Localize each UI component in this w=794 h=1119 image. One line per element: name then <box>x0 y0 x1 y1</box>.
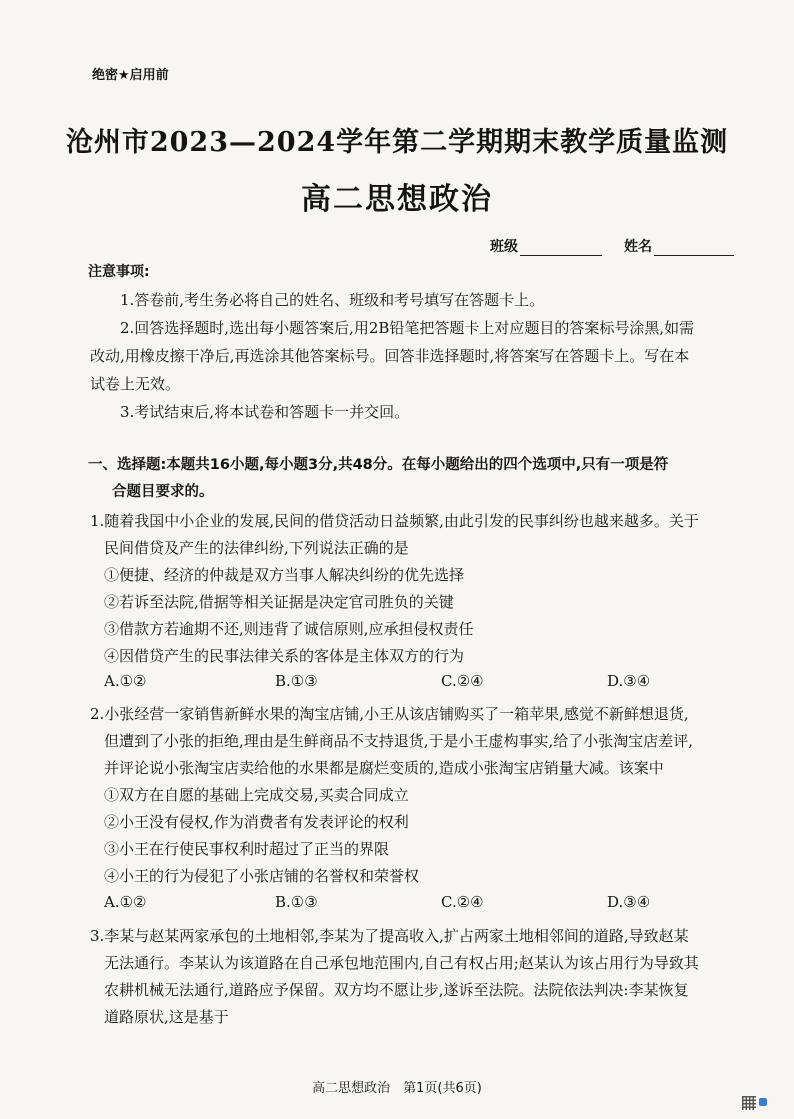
q1-option-c: C.②④ <box>441 672 484 690</box>
q1-statement-1: ①便捷、经济的仲裁是双方当事人解决纠纷的优先选择 <box>104 566 465 584</box>
q3-stem-line-1: 3.李某与赵某两家承包的土地相邻,李某为了提高收入,扩占两家土地相邻间的道路,导致赵某 <box>90 927 689 945</box>
q1-stem-line-2: 民间借贷及产生的法律纠纷,下列说法正确的是 <box>104 539 409 557</box>
student-info <box>490 236 734 256</box>
notice-item-2-line-1: 2.回答选择题时,选出每小题答案后,用2B铅笔把答题卡上对应题目的答案标号涂黑,如需 <box>120 319 695 337</box>
q2-stem-line-1: 2.小张经营一家销售新鲜水果的淘宝店铺,小王从该店铺购买了一箱苹果,感觉不新鲜想退货, <box>90 705 689 723</box>
q2-option-b: B.①③ <box>275 893 318 911</box>
q2-statement-1: ①双方在自愿的基础上完成交易,买卖合同成立 <box>104 786 409 804</box>
class-label: 班级 <box>490 239 518 255</box>
q2-option-c: C.②④ <box>441 893 484 911</box>
q2-statement-3: ③小王在行使民事权利时超过了正当的界限 <box>104 840 390 858</box>
watermark-logo-icon <box>759 1098 767 1106</box>
q1-statement-3: ③借款方若逾期不还,则违背了诚信原则,应承担侵权责任 <box>104 620 474 638</box>
notice-item-3: 3.考试结束后,将本试卷和答题卡一并交回。 <box>120 403 410 421</box>
section-heading-line-1: 一、选择题:本题共16小题,每小题3分,共48分。在每小题给出的四个选项中,只有一项是符 <box>88 457 669 473</box>
q1-statement-4: ④因借贷产生的民事法律关系的客体是主体双方的行为 <box>104 647 465 665</box>
q1-option-a: A.①② <box>104 672 147 690</box>
class-blank <box>520 241 602 256</box>
page-footer: 高二思想政治 第1页(共6页) <box>312 1081 482 1096</box>
notice-heading: 注意事项: <box>88 264 150 280</box>
q1-statement-2: ②若诉至法院,借据等相关证据是决定官司胜负的关键 <box>104 593 454 611</box>
notice-item-1: 1.答卷前,考生务必将自己的姓名、班级和考号填写在答题卡上。 <box>120 291 545 309</box>
notice-item-2-line-3: 试卷上无效。 <box>90 375 181 393</box>
q1-option-d: D.③④ <box>607 672 651 690</box>
q2-stem-line-3: 并评论说小张淘宝店卖给他的水果都是腐烂变质的,造成小张淘宝店销量大减。该案中 <box>104 759 664 777</box>
q2-statement-4: ④小王的行为侵犯了小张店铺的名誉权和荣誉权 <box>104 867 420 885</box>
q3-stem-line-2: 无法通行。李某认为该道路在自己承包地范围内,自己有权占用;赵某认为该占用行为导致其 <box>104 954 699 972</box>
q2-statement-2: ②小王没有侵权,作为消费者有发表评论的权利 <box>104 813 409 831</box>
exam-title: 沧州市2023—2024学年第二学期期末教学质量监测 <box>65 127 729 158</box>
q3-stem-line-4: 道路原状,这是基于 <box>104 1008 229 1026</box>
confidential-mark: 绝密★启用前 <box>92 68 169 83</box>
exam-subject: 高二思想政治 <box>301 182 493 217</box>
q2-option-d: D.③④ <box>607 893 651 911</box>
name-label: 姓名 <box>624 239 652 255</box>
q2-option-a: A.①② <box>104 893 147 911</box>
q2-stem-line-2: 但遭到了小张的拒绝,理由是生鲜商品不支持退货,于是小王虚构事实,给了小张淘宝店差评, <box>104 732 694 750</box>
qr-code-icon <box>742 1096 756 1110</box>
q1-stem-line-1: 1.随着我国中小企业的发展,民间的借贷活动日益频繁,由此引发的民事纠纷也越来越多。关于 <box>90 512 699 530</box>
q1-option-b: B.①③ <box>275 672 318 690</box>
q3-stem-line-3: 农耕机械无法通行,道路应予保留。双方均不愿让步,遂诉至法院。法院依法判决:李某恢复 <box>104 981 689 999</box>
section-heading-line-2: 合题目要求的。 <box>112 484 214 500</box>
name-blank <box>654 241 734 256</box>
notice-item-2-line-2: 改动,用橡皮擦干净后,再选涂其他答案标号。回答非选择题时,将答案写在答题卡上。写在本 <box>90 347 690 365</box>
